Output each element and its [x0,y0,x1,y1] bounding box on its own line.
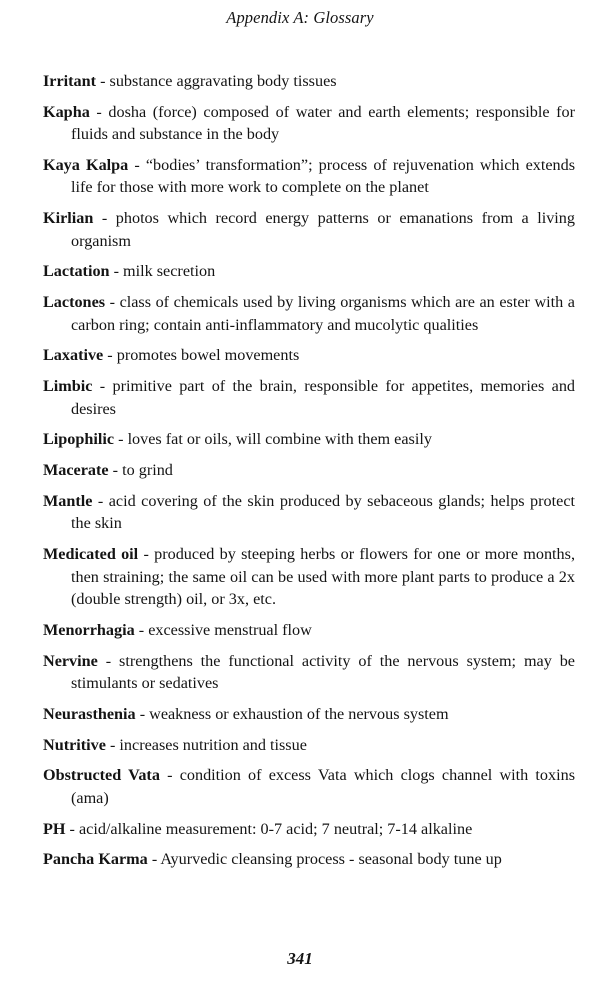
glossary-definition: photos which record energy patterns or emanations from a living organism [71,209,575,250]
glossary-definition: increases nutrition and tissue [119,735,307,754]
glossary-definition: substance aggravating body tissues [109,72,337,90]
glossary-entry-lactation [43,260,575,282]
term-separator: - [105,293,120,312]
glossary-term: Limbic [43,377,93,396]
term-separator: - [105,735,120,754]
glossary-entry-menorrhagia [43,619,575,641]
glossary-definition: dosha (force) composed of water and earth elements; responsible for fluids and substance in the body [71,102,576,144]
term-separator: - [147,850,161,869]
glossary-term: Medicated oil [43,545,139,564]
glossary-definition: primitive part of the brain, responsible for appetites, memories and desires [71,377,576,418]
glossary-entry-obstructed-vata [43,764,575,809]
glossary-entry-kapha [43,101,575,146]
term-separator: - [103,346,117,365]
glossary-definition: class of chemicals used by living organisms which are an ester with a carbon ring; contain anti-inflammatory and mucolytic qualities [71,293,575,334]
term-separator: - [65,819,79,838]
glossary-term: Irritant [43,72,97,90]
glossary-definition: to grind [122,461,173,480]
glossary-definition: produced by steeping herbs or flowers for one or more months, then straining; the same oil can be used with more plant parts to produce a 2x (double strength) oil, or 3x, etc. [71,545,575,609]
glossary-entry-macerate [43,459,575,481]
glossary-term: Obstructed Vata [43,766,160,785]
running-head-title: Appendix A: Glossary [226,8,374,27]
glossary-term: PH [43,819,66,838]
glossary-entry-kirlian [43,207,575,252]
glossary-term: Laxative [43,346,104,365]
glossary-entry-nervine [43,650,575,695]
glossary-term: Menorrhagia [43,620,135,639]
glossary-definition: promotes bowel movements [116,346,300,365]
glossary-term: Lipophilic [43,430,115,449]
glossary-term: Kapha [43,102,90,121]
glossary-entry-neurasthenia [43,703,575,725]
term-separator: - [89,102,109,121]
glossary-entry-laxative [43,344,575,366]
glossary-definition: Ayurvedic cleansing process - seasonal body tune up [160,850,502,869]
term-separator: - [97,651,120,670]
term-separator: - [159,766,180,785]
glossary-definition: condition of excess Vata which clogs channel with toxins (ama) [71,766,575,807]
glossary-entry-lipophilic [43,428,575,450]
glossary-entry-kaya-kalpa [43,154,575,199]
glossary-term: Kirlian [43,209,94,228]
glossary-definition: acid covering of the skin produced by sebaceous glands; helps protect the skin [71,492,576,533]
glossary-term: Lactation [43,262,110,281]
term-separator: - [128,156,146,174]
glossary-definition: milk secretion [123,262,216,281]
glossary-entry-nutritive [43,734,575,756]
glossary-entry-ph [43,818,575,840]
glossary-term: Mantle [43,492,93,510]
glossary-list [43,70,575,879]
term-separator: - [92,377,113,396]
glossary-entry-mantle [43,490,575,535]
glossary-entry-lactones [43,291,575,336]
term-separator: - [96,72,110,90]
term-separator: - [134,620,149,639]
glossary-term: Macerate [43,461,109,480]
glossary-term: Pancha Karma [43,850,148,869]
term-separator: - [108,461,123,480]
glossary-term: Nutritive [43,735,106,754]
glossary-entry-irritant [43,70,575,92]
term-separator: - [93,209,116,228]
term-separator: - [114,430,128,449]
term-separator: - [109,262,124,281]
term-separator: - [92,492,109,510]
term-separator: - [138,545,155,564]
glossary-term: Kaya Kalpa [43,156,129,174]
glossary-definition: strengthens the functional activity of the nervous system; may be stimulants or sedatives [71,651,575,693]
term-separator: - [135,704,150,723]
glossary-term: Neurasthenia [43,704,136,723]
glossary-entry-medicated-oil [43,543,575,610]
glossary-definition: acid/alkaline measurement: 0-7 acid; 7 neutral; 7-14 alkaline [78,819,473,838]
glossary-definition: weakness or exhaustion of the nervous system [149,704,449,723]
glossary-entry-pancha-karma [43,848,575,870]
page-number: 341 [287,949,313,968]
glossary-definition: loves fat or oils, will combine with them easily [127,430,432,449]
glossary-term: Lactones [43,293,106,312]
glossary-definition: “bodies’ transformation”; process of rejuvenation which extends life for those with more work to complete on the planet [71,156,576,197]
glossary-term: Nervine [43,651,98,670]
glossary-definition: excessive menstrual flow [148,620,312,639]
glossary-entry-limbic [43,375,575,420]
